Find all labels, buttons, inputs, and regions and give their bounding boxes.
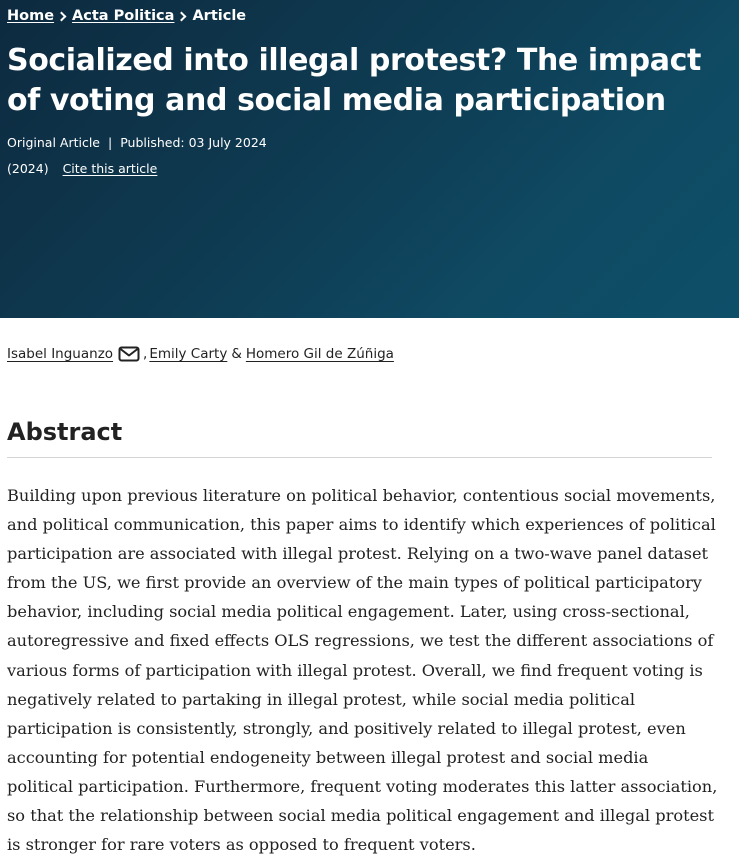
mail-icon[interactable]	[118, 346, 140, 362]
citation-row	[7, 159, 157, 177]
article-type: Original Article	[7, 134, 100, 150]
breadcrumb-home-link[interactable]: Home	[7, 8, 55, 24]
breadcrumb	[7, 6, 246, 26]
cite-article-link[interactable]: Cite this article	[62, 160, 158, 176]
abstract-text: Building upon previous literature on political behavior, contentious social movements, and political communication, this paper aims to identify which experiences of political participation are associated with illegal protest. Relying on a two-wave panel dataset from the US, we first provide an overview of the main types of political participatory behavior, including social media political engagement. Later, using cross-sectional, autoregressive and fixed effects OLS regressions, we test the different associations of various forms of participation with illegal protest. Overall, we find frequent voting is negatively related to partaking in illegal protest, while social media political participation is consistently, strongly, and positively related to illegal protest, even accounting for potential endogeneity between illegal protest and social media political participation. Furthermore, frequent voting moderates this latter association, so that the relationship between social media political engagement and illegal protest is stronger for rare voters as opposed to frequent voters.	[7, 486, 718, 855]
meta-separator: |	[108, 134, 113, 150]
chevron-right-icon	[54, 6, 72, 26]
article-title: Socialized into illegal protest? The impact of voting and social media participation	[7, 43, 701, 118]
author-list	[7, 344, 394, 364]
author-link-gil-de-zuniga[interactable]: Homero Gil de Zúñiga	[245, 346, 394, 362]
article-year: (2024)	[7, 160, 49, 176]
article-header	[0, 0, 739, 318]
chevron-right-icon	[174, 6, 192, 26]
article-meta	[7, 133, 267, 151]
published-date: Published: 03 July 2024	[120, 134, 267, 150]
breadcrumb-journal-link[interactable]: Acta Politica	[72, 8, 175, 24]
section-divider	[7, 457, 712, 458]
breadcrumb-current: Article	[192, 8, 247, 24]
author-separator-comma: ,	[143, 346, 148, 362]
author-link-carty[interactable]: Emily Carty	[149, 346, 228, 362]
author-separator-amp: &	[231, 346, 242, 362]
author-link-inguanzo[interactable]: Isabel Inguanzo	[7, 346, 114, 362]
abstract-heading: Abstract	[7, 418, 123, 446]
